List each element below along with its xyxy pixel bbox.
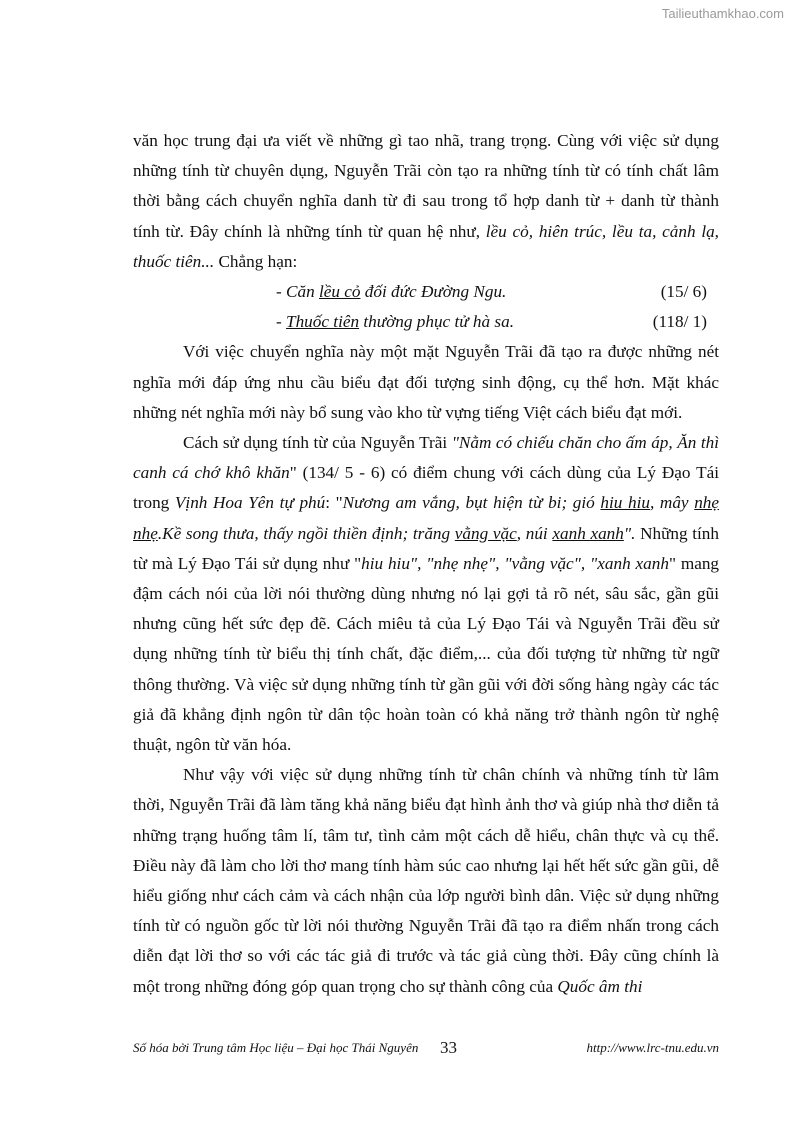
verse-line-1 xyxy=(133,277,719,307)
footer-source: Số hóa bởi Trung tâm Học liệu – Đại học Thái Nguyên xyxy=(133,1040,419,1055)
work-title: Quốc âm thi xyxy=(557,976,643,996)
highlighted-word: lều cỏ xyxy=(318,282,361,302)
work-title: Vịnh Hoa Yên tự phú xyxy=(174,493,326,513)
text: Chẳng hạn: xyxy=(214,251,298,271)
paragraph-2: Với việc chuyển nghĩa này một mặt Nguyễn Trãi đã tạo ra được những nét nghĩa mới đáp ứng nhu cầu biểu đạt đối tượng sinh động, cụ thể hơn. Mặt khác những nét nghĩa mới này bổ sung vào kho từ vựng tiếng Việt cách biểu đạt mới. xyxy=(133,342,719,422)
verse-line-2 xyxy=(133,307,719,337)
watermark: Tailieuthamkhao.com xyxy=(661,6,784,21)
page-footer xyxy=(133,1038,719,1068)
verse-text: - Căn lều cỏ đối đức Đường Ngu. xyxy=(276,282,507,302)
verse-reference: (118/ 1) xyxy=(652,312,707,332)
paragraph-4: Như vậy với việc sử dụng những tính từ chân chính và những tính từ lâm thời, Nguyễn Trãi đã làm tăng khả năng biểu đạt hình ảnh thơ và giúp nhà thơ diễn tả những trạng huống tâm lí, tâm tư, tình cảm một cách dễ hiểu, chân thực và cụ thể. Điều này đã làm cho lời thơ mang tính hàm súc cao nhưng lại hết hết sức gần gũi, dễ hiểu giống như cách cảm và cách nhận của lớp người bình dân. Việc sử dụng những tính từ có nguồn gốc từ lời nói thường Nguyễn Trãi đã tạo ra điểm nhấn trong cách diễn đạt lời thơ so với các tác giả đi trước và tác giả cùng thời. Đây cũng chính là một trong những đóng góp quan trọng cho sự thành công của Quốc âm thi xyxy=(133,765,719,996)
paragraph-3: Cách sử dụng tính từ của Nguyễn Trãi "Nằm có chiếu chăn cho ấm áp, Ăn thì canh cá chớ khô khăn" (134/ 5 - 6) có điểm chung với cách dùng của Lý Đạo Tái trong Vịnh Hoa Yên tự phú: "Nương am vắng, bụt hiện từ bi; gió hiu hiu, mây nhẹ nhẹ.Kề song thưa, thấy ngồi thiền định; trăng vằng vặc, núi xanh xanh". Những tính từ mà Lý Đạo Tái sử dụng như "hiu hiu", "nhẹ nhẹ", "vằng vặc", "xanh xanh" mang đậm cách nói của lời nói thường dùng nhưng nó lại gợi tả rõ nét, sâu sắc, gần gũi nhưng cũng hết sức đẹp đẽ. Cách miêu tả của Lý Đạo Tái và Nguyễn Trãi đều sử dụng những tính từ biểu thị tính chất, đặc điểm,... của đối tượng từ những từ ngữ thông thường. Và việc sử dụng những tính từ gần gũi với đời sống hàng ngày các tác giả đã khẳng định ngôn từ dân tộc hoàn toàn có khả năng trở thành ngôn từ nghệ thuật, ngôn từ văn hóa. xyxy=(133,433,720,755)
quote: Nương am vắng, bụt hiện từ bi; gió hiu hiu, mây nhẹ nhẹ.Kề song thưa, thấy ngồi thiền định; trăng vằng vặc, núi xanh xanh". xyxy=(133,493,720,543)
page-number: 33 xyxy=(440,1038,457,1057)
quote: "Nằm có chiếu chăn cho ấm áp, Ăn thì canh cá chớ khô khăn xyxy=(133,433,719,483)
word-list: hiu hiu", "nhẹ nhẹ", "vằng vặc", "xanh xanh xyxy=(361,553,669,573)
page-body xyxy=(133,126,719,1002)
footer-url: http://www.lrc-tnu.edu.vn xyxy=(586,1040,719,1055)
verse-reference: (15/ 6) xyxy=(660,282,707,302)
text: văn học trung đại ưa viết về những gì tao nhã, trang trọng. Cùng với việc sử dụng những tính từ chuyên dụng, Nguyễn Trãi còn tạo ra những tính từ có tính chất lâm thời bằng cách chuyển nghĩa danh từ đi sau trong tổ hợp danh từ + danh từ thành tính từ. Đây chính là những tính từ quan hệ như, xyxy=(133,131,719,241)
paragraph-1 xyxy=(133,126,719,277)
verse-text: - Thuốc tiên thường phục tử hà sa. xyxy=(276,312,514,332)
example-list: lều cỏ, hiên trúc, lều ta, cảnh lạ, thuốc tiên... xyxy=(133,221,719,271)
highlighted-word: Thuốc tiên xyxy=(286,312,360,332)
